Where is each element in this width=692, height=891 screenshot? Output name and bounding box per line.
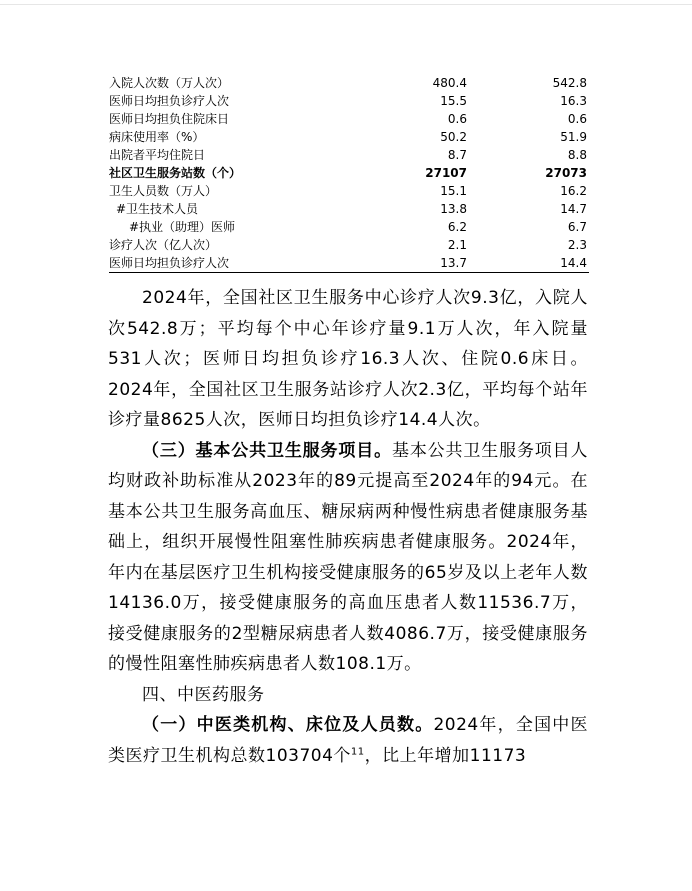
row-label: 病床使用率（%） [109, 130, 205, 144]
row-label: 医师日均担负诊疗人次 [109, 254, 357, 273]
table-row [109, 236, 589, 254]
value-2024: 542.8 [552, 76, 587, 90]
table-row [109, 74, 589, 92]
table-row [109, 200, 589, 218]
row-label: 医师日均担负住院床日 [109, 112, 230, 126]
row-label: #卫生技术人员 [116, 202, 199, 216]
table-row [109, 164, 589, 182]
subsection-heading: （一）中医类机构、床位及人员数。 [142, 715, 434, 735]
table-row [109, 254, 589, 273]
section-heading: 四、中医药服务 [142, 684, 265, 705]
value-2023: 15.1 [440, 184, 467, 198]
footnote-marker[interactable]: 11 [350, 745, 365, 757]
table-row [109, 146, 589, 164]
value-2023: 2.1 [447, 238, 467, 252]
body-text [108, 283, 588, 771]
value-2023: 50.2 [440, 130, 467, 144]
paragraph-tcm-institutions [108, 710, 588, 771]
value-2023: 8.7 [447, 148, 467, 162]
value-2024: 16.2 [560, 184, 587, 198]
row-label: 诊疗人次（亿人次） [109, 238, 218, 252]
table-row [109, 128, 589, 146]
paragraph-community-health-centers: 2024年，全国社区卫生服务中心诊疗人次9.3亿，入院人次542.8万；平均每个中心年诊疗量9.1万人次，年入院量531人次；医师日均担负诊疗16.3人次、住院0.6床日。2024年，全国社区卫生服务站诊疗人次2.3亿，平均每个站年诊疗量8625人次，医师日均担负诊疗14.4人次。 [108, 288, 588, 430]
subsection-heading: （三）基本公共卫生服务项目。 [142, 440, 392, 461]
value-2023: 27107 [425, 166, 467, 180]
row-label: #执业（助理）医师 [129, 220, 236, 234]
value-2023: 15.5 [440, 94, 467, 108]
value-2024: 16.3 [560, 94, 587, 108]
value-2024: 51.9 [560, 130, 587, 144]
statistics-table [109, 74, 589, 273]
value-2024: 0.6 [567, 112, 587, 126]
value-2023: 13.7 [357, 254, 487, 273]
value-2024: 6.7 [567, 220, 587, 234]
paragraph-text: 基本公共卫生服务项目人均财政补助标准从2023年的89元提高至2024年的94元。在基本公共卫生服务高血压、糖尿病两种慢性病患者健康服务基础上，组织开展慢性阻塞性肺疾病患者健康服务。2024年，年内在基层医疗卫生机构接受健康服务的65岁及以上老年人数14136.0万，接受健康服务的高血压患者人数11536.7万，接受健康服务的2型糖尿病患者人数4086.7万，接受健康服务的慢性阻塞性肺疾病患者人数108.1万。 [108, 440, 589, 674]
value-2024: 8.8 [567, 148, 587, 162]
value-2023: 6.2 [447, 220, 467, 234]
row-label: 医师日均担负诊疗人次 [109, 94, 230, 108]
paragraph-text: 2024年，全国中医类医疗卫生机构总数103704个 [108, 715, 589, 766]
value-2024: 2.3 [567, 238, 587, 252]
row-label: 社区卫生服务站数（个） [109, 166, 242, 180]
paragraph-public-health-services [108, 436, 588, 680]
value-2024: 27073 [545, 166, 587, 180]
value-2023: 480.4 [432, 76, 467, 90]
paragraph-text-tail: ，比上年增加11173 [364, 745, 527, 766]
value-2023: 0.6 [447, 112, 467, 126]
table-row [109, 182, 589, 200]
table-row [109, 218, 589, 236]
value-2024: 14.4 [487, 254, 589, 273]
value-2023: 13.8 [440, 202, 467, 216]
row-label: 卫生人员数（万人） [109, 184, 218, 198]
table-row [109, 92, 589, 110]
row-label: 出院者平均住院日 [109, 148, 206, 162]
value-2024: 14.7 [560, 202, 587, 216]
page-top-border [0, 4, 692, 5]
row-label: 入院人次数（万人次） [109, 76, 230, 90]
table-row [109, 110, 589, 128]
